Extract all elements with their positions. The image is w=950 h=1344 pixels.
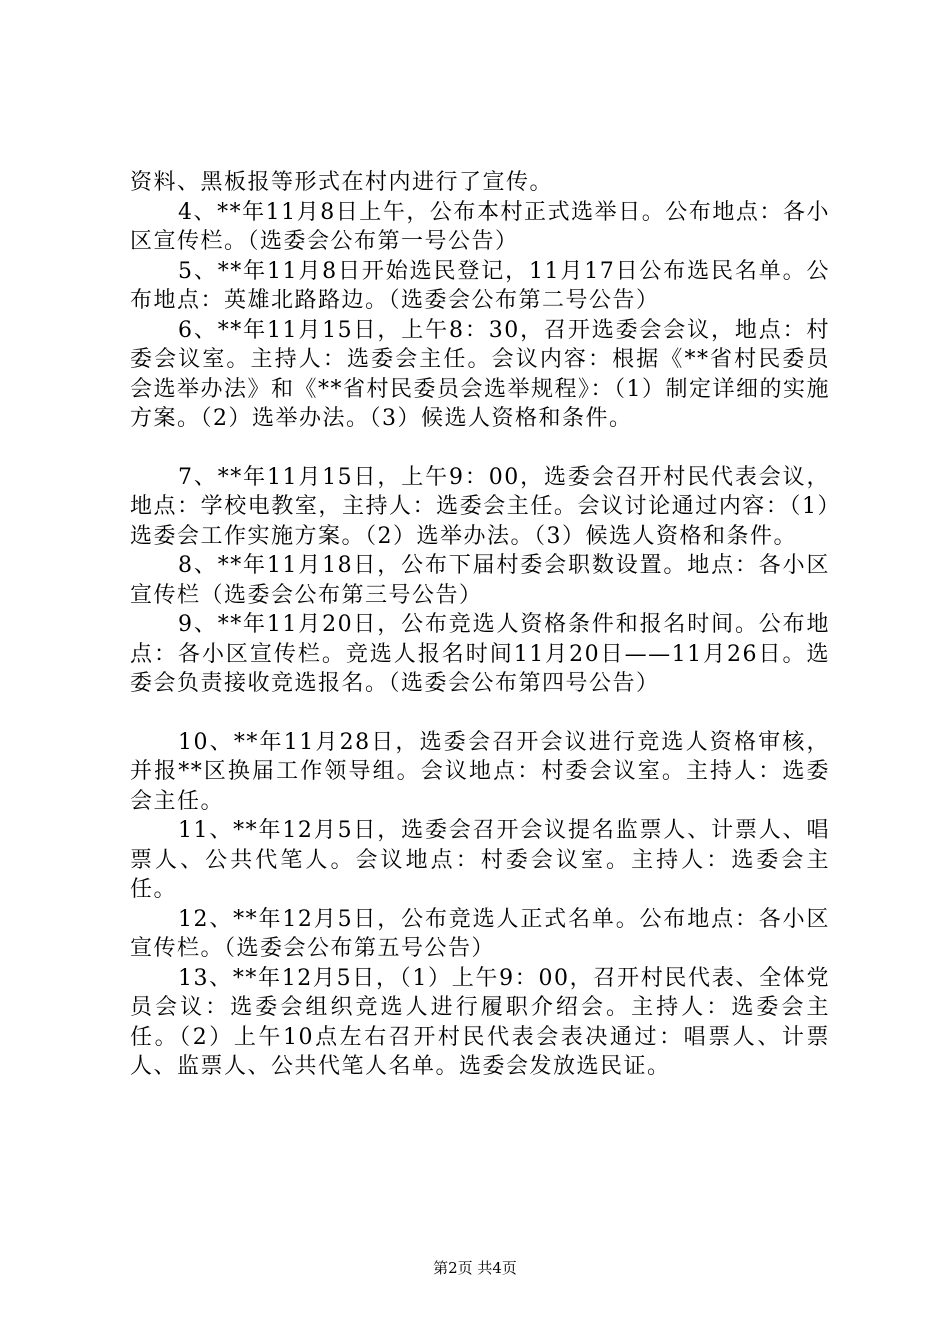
paragraph-item-7: 7、**年11月15日，上午9：00，选委会召开村民代表会议，地点：学校电教室，主持人：选委会主任。会议讨论通过内容：（1）选委会工作实施方案。（2）选举办法。（3）候选人资格和条件。	[130, 464, 830, 549]
paragraph-item-10: 10、**年11月28日，选委会召开会议进行竞选人资格审核，并报**区换届工作领导组。会议地点：村委会议室。主持人：选委会主任。	[130, 729, 830, 814]
page-number-footer: 第2页 共4页	[433, 1259, 517, 1277]
paragraph-item-12: 12、**年12月5日，公布竞选人正式名单。公布地点：各小区宣传栏。（选委会公布第五号公告）	[130, 906, 830, 961]
paragraph-item-6: 6、**年11月15日，上午8：30，召开选委会会议，地点：村委会议室。主持人：选委会主任。会议内容：根据《**省村民委员会选举办法》和《**省村民委员会选举规程》：（1）制定详细的实施方案。（2）选举办法。（3）候选人资格和条件。	[130, 317, 830, 431]
paragraph-item-8: 8、**年11月18日，公布下届村委会职数设置。地点：各小区宣传栏（选委会公布第三号公告）	[130, 553, 830, 608]
paragraph-item-13: 13、**年12月5日，（1）上午9：00，召开村民代表、全体党员会议：选委会组织竞选人进行履职介绍会。主持人：选委会主任。（2）上午10点左右召开村民代表会表决通过：唱票人、计票人、监票人、公共代笔人名单。选委会发放选民证。	[130, 965, 830, 1079]
paragraph-item-9: 9、**年11月20日，公布竞选人资格条件和报名时间。公布地点：各小区宣传栏。竞选人报名时间11月20日——11月26日。选委会负责接收竞选报名。（选委会公布第四号公告）	[130, 612, 830, 696]
document-body	[130, 168, 830, 1082]
paragraph-continuation: 资料、黑板报等形式在村内进行了宣传。	[130, 170, 554, 195]
paragraph-item-11: 11、**年12月5日，选委会召开会议提名监票人、计票人、唱票人、公共代笔人。会议地点：村委会议室。主持人：选委会主任。	[130, 818, 830, 902]
paragraph-item-4: 4、**年11月8日上午，公布本村正式选举日。公布地点：各小区宣传栏。（选委会公布第一号公告）	[130, 199, 830, 254]
paragraph-item-5: 5、**年11月8日开始选民登记，11月17日公布选民名单。公布地点：英雄北路路边。（选委会公布第二号公告）	[130, 258, 830, 313]
